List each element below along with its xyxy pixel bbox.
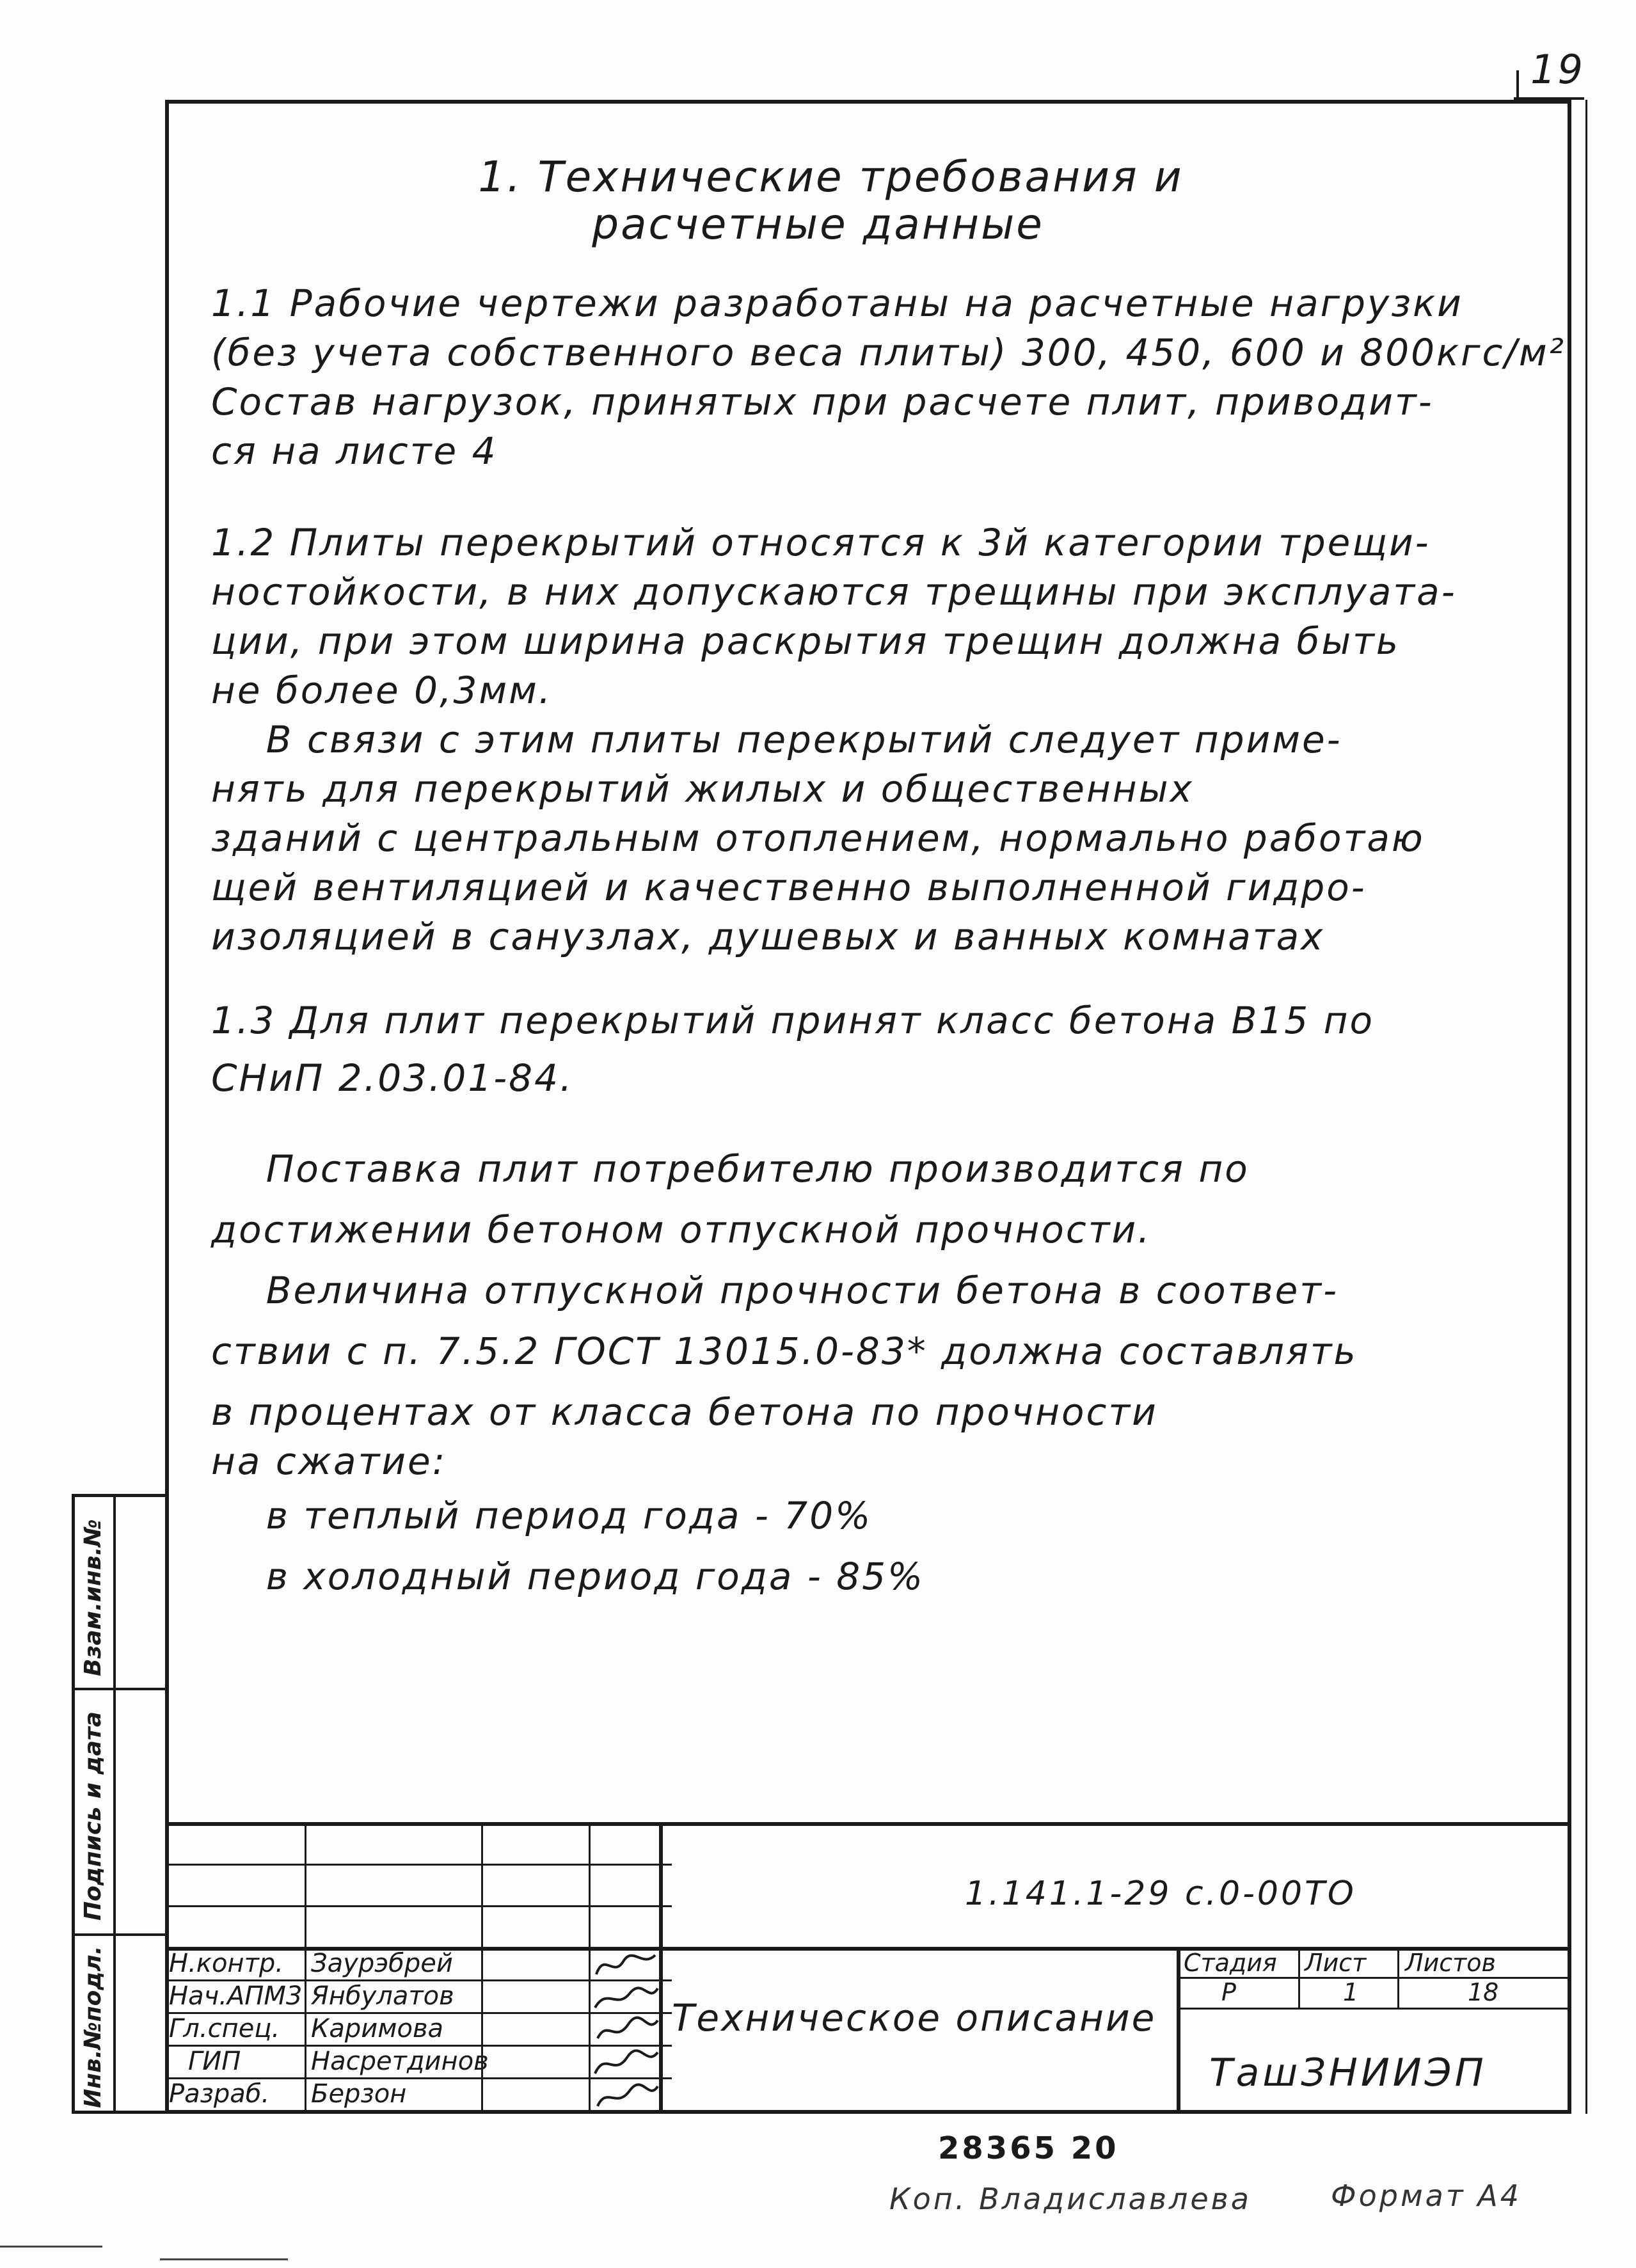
paper-format: Формат А4 <box>1331 2178 1521 2213</box>
organization-name: ТашЗНИИЭП <box>1209 2050 1487 2095</box>
text-line: щей вентиляцией и качественно выполненной гидро- <box>211 866 1367 909</box>
copied-by: Коп. Владиславлева <box>889 2182 1251 2216</box>
paragraph-1-1 <box>211 279 1568 476</box>
vzam-inv-label: Взам.инв.№ <box>80 1519 106 1676</box>
tb-line <box>1179 1977 1571 1979</box>
sheet-number-rule <box>1514 97 1584 100</box>
tb-col <box>305 1822 306 2114</box>
tb-col <box>589 1822 591 2114</box>
text-line: в процентах от класса бетона по прочности <box>211 1390 1158 1434</box>
tb-col <box>1298 1947 1300 2008</box>
stage-value: Р <box>1221 1978 1236 2006</box>
text-line: зданий с центральным отоплением, нормально работаю <box>211 816 1425 860</box>
sheets-header: Листов <box>1405 1949 1496 1977</box>
role-label: Н.контр. <box>169 1949 283 1978</box>
role-label: ГИП <box>188 2047 241 2076</box>
text-line: Величина отпускной прочности бетона в соответ- <box>211 1269 1338 1312</box>
text-line: в холодный период года - 85% <box>211 1555 925 1598</box>
sheet-number: 19 <box>1530 46 1585 93</box>
text-line: 1.2 Плиты перекрытий относятся к 3й категории трещи- <box>211 521 1431 564</box>
section-title-line1: 1. Технические требования и <box>478 152 1184 202</box>
document-code: 1.141.1-29 с.0-00ТО <box>965 1875 1356 1913</box>
text-line: 1.3 Для плит перекрытий принят класс бетона B15 по <box>211 999 1375 1042</box>
tb-line <box>165 1864 672 1866</box>
text-line: В связи с этим плиты перекрытий следует приме- <box>211 718 1342 761</box>
text-line: достижении бетоном отпускной прочности. <box>211 1208 1152 1251</box>
text-line: ся на листе 4 <box>211 429 498 473</box>
paragraph-delivery <box>211 1139 1568 1607</box>
sheet-header: Лист <box>1305 1949 1367 1977</box>
side-stamp-divider <box>75 1933 165 1936</box>
inv-podl-label: Инв.№подл. <box>80 1946 106 2108</box>
text-line: ции, при этом ширина раскрытия трещин должна быть <box>211 619 1401 663</box>
signatures-image <box>591 1949 662 2114</box>
sheet-value: 1 <box>1343 1978 1359 2006</box>
text-line: не более 0,3мм. <box>211 669 553 712</box>
side-stamp <box>72 1494 165 2114</box>
document-title: Техническое описание <box>672 1996 1157 2040</box>
person-name: Каримова <box>311 2014 444 2043</box>
person-name: Насретдинов <box>311 2047 489 2076</box>
text-line: Состав нагрузок, принятых при расчете плит, приводит- <box>211 380 1434 424</box>
sheets-value: 18 <box>1468 1978 1499 2006</box>
section-title-line2: расчетные данные <box>592 200 1044 249</box>
role-label: Гл.спец. <box>169 2014 280 2043</box>
text-line: изоляцией в санузлах, душевых и ванных комнатах <box>211 915 1325 958</box>
person-name: Заурэбрей <box>311 1949 453 1978</box>
paragraph-1-3 <box>211 992 1568 1107</box>
paragraph-1-2 <box>211 518 1568 962</box>
tb-line <box>1179 2008 1571 2010</box>
margin-mark <box>160 2258 288 2260</box>
tb-col <box>1397 1947 1399 2008</box>
text-line: нять для перекрытий жилых и общественных <box>211 767 1194 811</box>
text-line: (без учета собственного веса плиты) 300, 450, 600 и 800кгс/м² <box>211 331 1566 374</box>
text-line: ностойкости, в них допускаются трещины при эксплуата- <box>211 570 1457 614</box>
tb-col <box>1177 1947 1180 2114</box>
text-line: ствии с п. 7.5.2 ГОСТ 13015.0-83* должна составлять <box>211 1329 1358 1373</box>
role-label: Нач.АПМ3 <box>169 1981 303 2011</box>
inventory-number: 28365 20 <box>938 2130 1119 2166</box>
side-stamp-divider <box>75 1688 165 1690</box>
text-line: Поставка плит потребителю производится по <box>211 1147 1250 1191</box>
tb-line <box>165 1822 1571 1826</box>
podpis-data-label: Подпись и дата <box>80 1711 106 1921</box>
sheet-number-tick <box>1516 70 1519 100</box>
person-name: Янбулатов <box>311 1981 454 2011</box>
stage-header: Стадия <box>1184 1949 1277 1977</box>
tb-line <box>165 1905 672 1907</box>
frame-right-line <box>1585 100 1587 2114</box>
text-line: в теплый период года - 70% <box>211 1494 873 1537</box>
margin-mark <box>0 2246 102 2248</box>
role-label: Разраб. <box>169 2079 270 2109</box>
text-line: 1.1 Рабочие чертежи разработаны на расчетные нагрузки <box>211 282 1463 325</box>
text-line: на сжатие: <box>211 1439 447 1483</box>
text-line: СНиП 2.03.01-84. <box>211 1056 574 1100</box>
person-name: Берзон <box>311 2079 407 2109</box>
